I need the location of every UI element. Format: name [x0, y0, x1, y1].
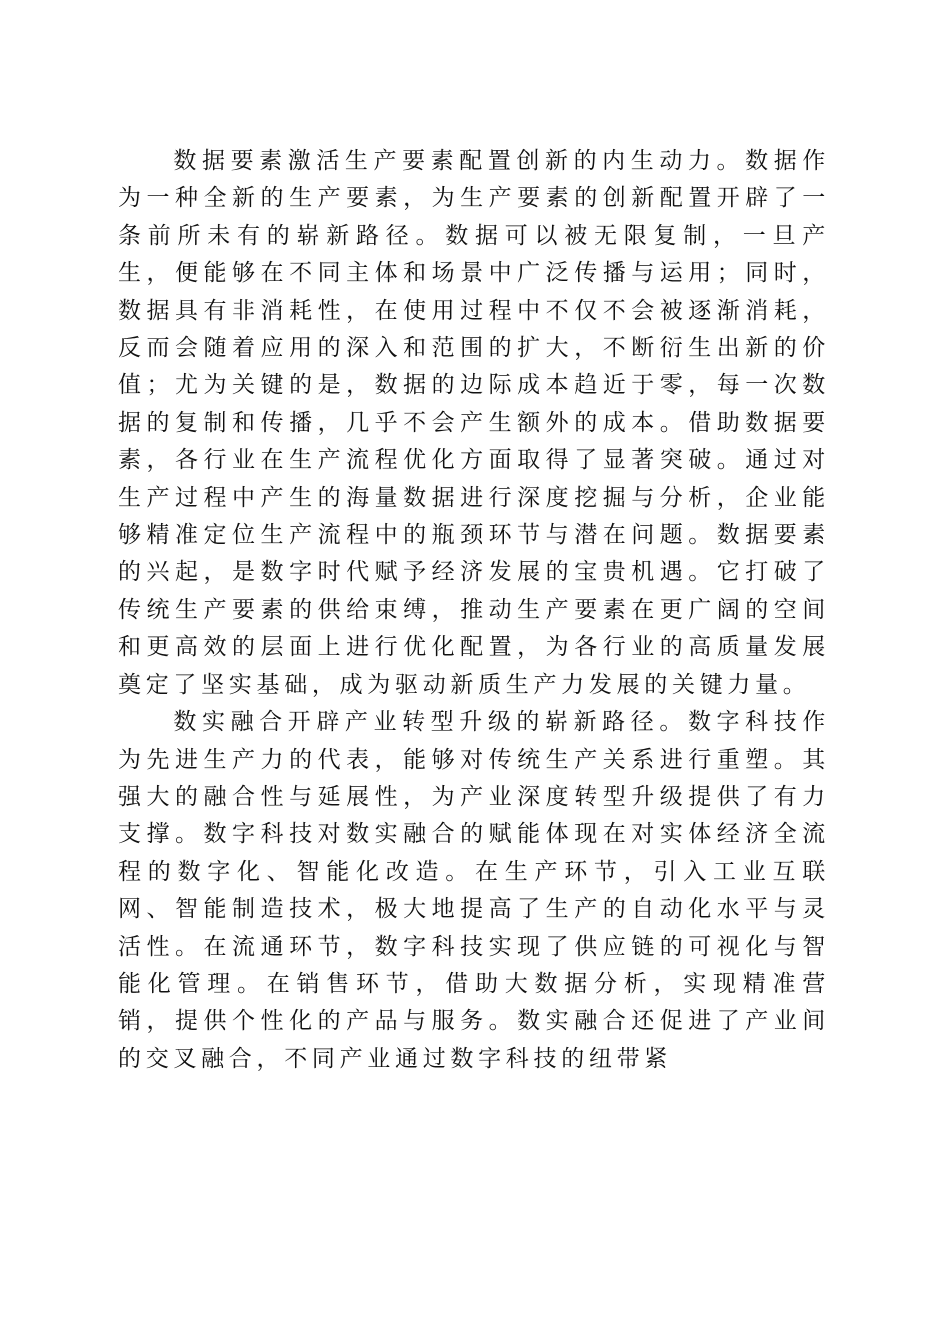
paragraph-data-elements: 数据要素激活生产要素配置创新的内生动力。数据作为一种全新的生产要素，为生产要素的创新配置开辟了一条前所未有的崭新路径。数据可以被无限复制，一旦产生，便能够在不同主体和场景中广泛传播与运用；同时，数据具有非消耗性，在使用过程中不仅不会被逐渐消耗，反而会随着应用的深入和范围的扩大，不断衍生出新的价值；尤为关键的是，数据的边际成本趋近于零，每一次数据的复制和传播，几乎不会产生额外的成本。借助数据要素，各行业在生产流程优化方面取得了显著突破。通过对生产过程中产生的海量数据进行深度挖掘与分析，企业能够精准定位生产流程中的瓶颈环节与潜在问题。数据要素的兴起，是数字时代赋予经济发展的宝贵机遇。它打破了传统生产要素的供给束缚，推动生产要素在更广阔的空间和更高效的层面上进行优化配置，为各行业的高质量发展奠定了坚实基础，成为驱动新质生产力发展的关键力量。: [118, 148, 830, 698]
paragraph-digital-real-integration: 数实融合开辟产业转型升级的崭新路径。数字科技作为先进生产力的代表，能够对传统生产关系进行重塑。其强大的融合性与延展性，为产业深度转型升级提供了有力支撑。数字科技对数实融合的赋能体现在对实体经济全流程的数字化、智能化改造。在生产环节，引入工业互联网、智能制造技术，极大地提高了生产的自动化水平与灵活性。在流通环节，数字科技实现了供应链的可视化与智能化管理。在销售环节，借助大数据分析，实现精准营销，提供个性化的产品与服务。数实融合还促进了产业间的交叉融合，不同产业通过数字科技的纽带紧: [118, 709, 830, 1072]
body-text: [118, 143, 830, 1078]
